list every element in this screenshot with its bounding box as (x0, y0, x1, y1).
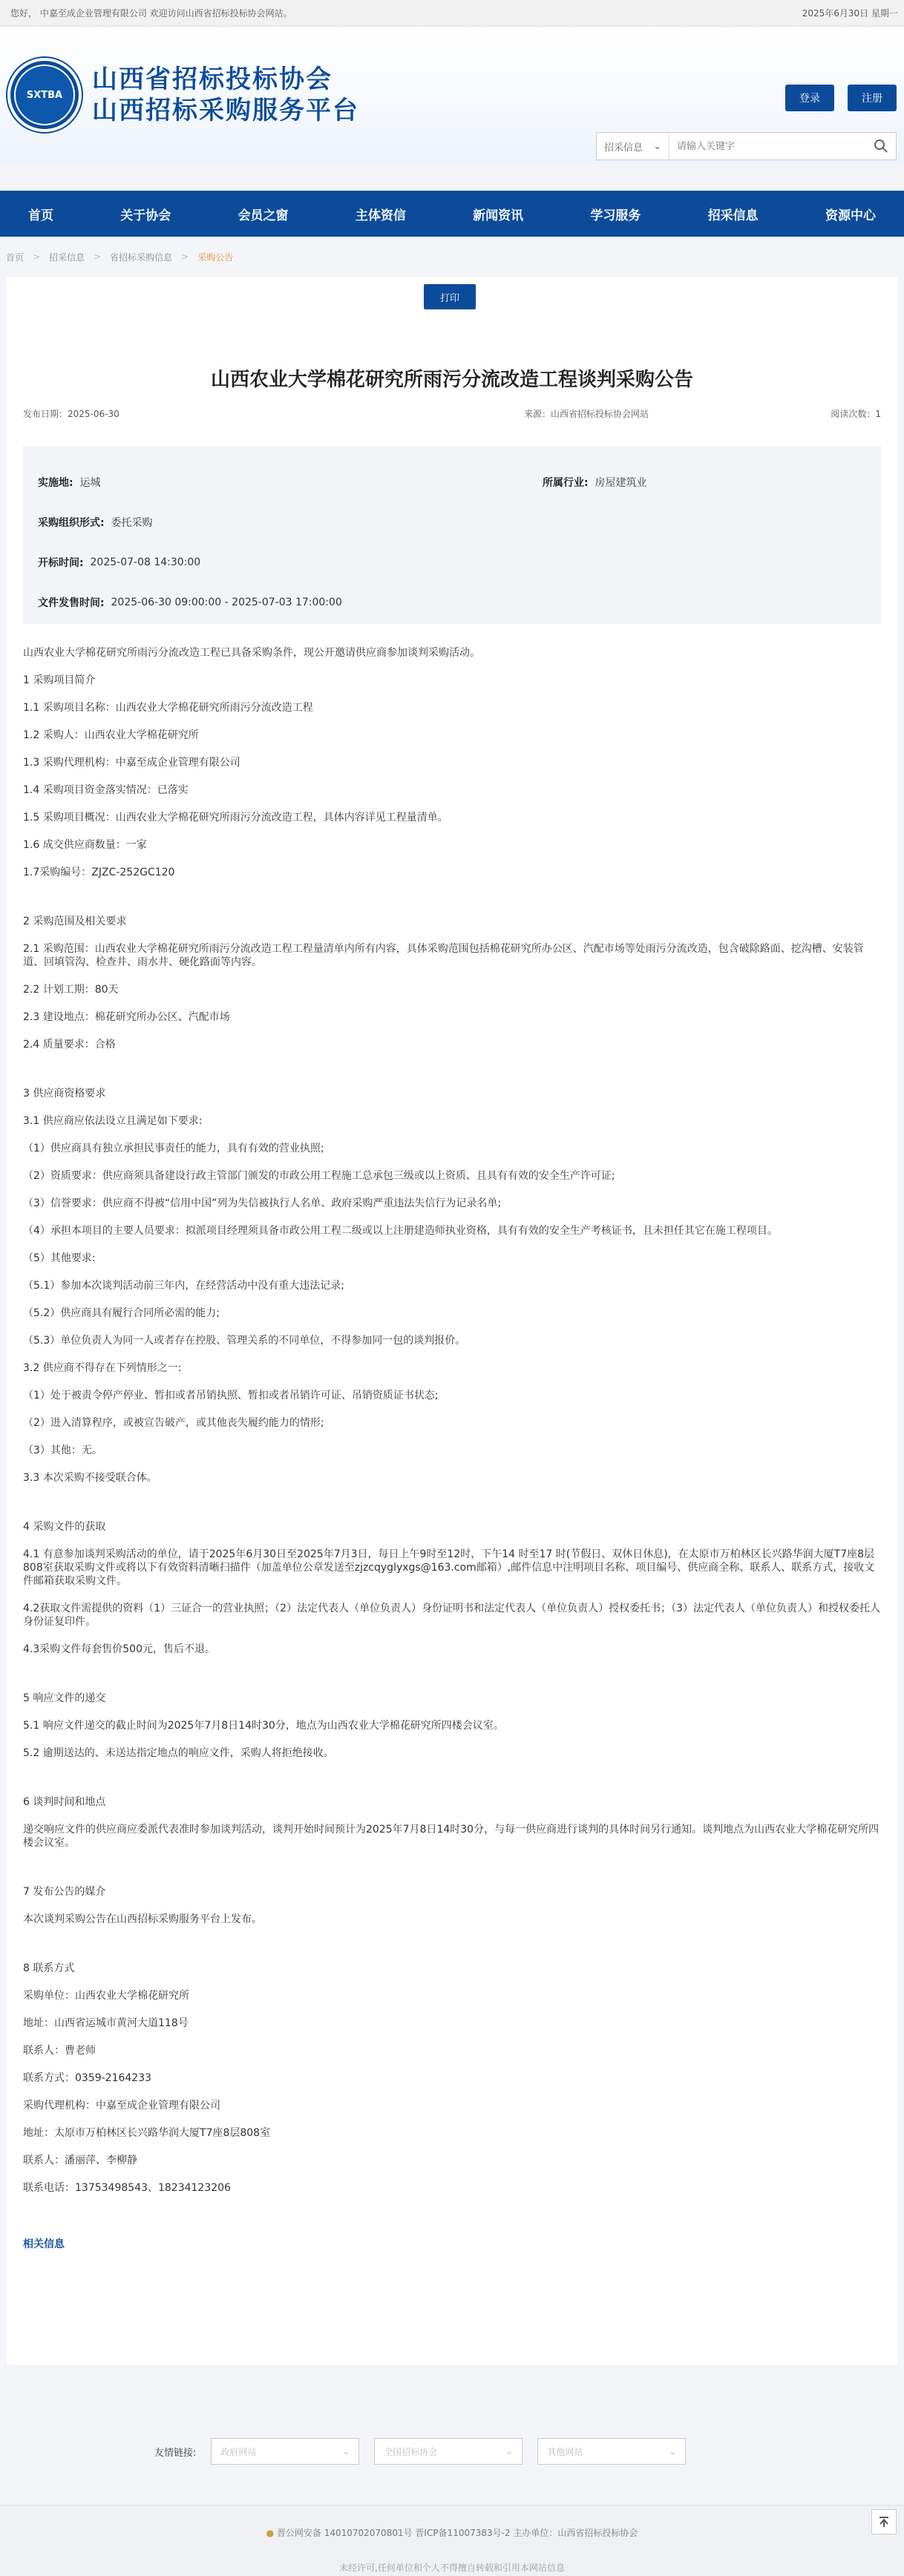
nav-resources[interactable]: 资源中心 (825, 208, 876, 223)
friend-select-3[interactable]: 其他网站 ⌄ (537, 2438, 686, 2465)
logo-title: 山西省招标投标协会 (92, 65, 333, 94)
form-value: 委托采购 (111, 517, 153, 529)
main-nav (0, 191, 904, 237)
search-icon[interactable] (866, 139, 896, 154)
breadcrumb: 首页 > 招采信息 > 省招标采购信息 > 采购公告 (6, 252, 234, 263)
industry-value: 房屋建筑业 (595, 477, 647, 489)
footer-copyright: 未经许可,任何单位和个人不得擅自转载和引用本网站信息 (339, 2563, 565, 2573)
nav-procurement[interactable]: 招采信息 (707, 208, 759, 223)
login-button[interactable]: 登录 (785, 85, 834, 111)
read-count: 阅读次数：1 (831, 409, 881, 419)
article-source: 来源：山西省招标投标协会网站 (524, 409, 649, 419)
date-text: 2025年6月30日 星期一 (802, 8, 898, 19)
breadcrumb-procurement[interactable]: 招采信息 (49, 252, 85, 263)
register-button[interactable]: 注册 (848, 85, 897, 111)
issue-time-value: 2025-06-30 09:00:00 - 2025-07-03 17:00:00 (111, 597, 342, 608)
search-box (596, 132, 897, 160)
nav-credit[interactable]: 主体资信 (355, 208, 406, 223)
footer-record: 晋公网安备 14010702070801号 晋ICP备11007383号-2 主办单位：山西省招标投标协会 (276, 2528, 638, 2538)
print-button[interactable]: 打印 (424, 284, 476, 309)
site-footer (0, 2505, 904, 2576)
search-input[interactable] (669, 133, 866, 160)
back-to-top-icon[interactable] (871, 2509, 897, 2534)
chevron-down-icon: ⌄ (342, 2446, 350, 2457)
logo-emblem-icon: SXTBA (7, 58, 82, 132)
nav-learning[interactable]: 学习服务 (590, 208, 641, 223)
site-header (0, 27, 904, 164)
chevron-down-icon: ⌄ (653, 140, 661, 152)
friend-links-label: 友情链接: (154, 2447, 197, 2459)
breadcrumb-current: 采购公告 (197, 252, 234, 263)
friend-select-2[interactable]: 全国招标协会 ⌄ (374, 2438, 523, 2465)
article-meta (23, 407, 881, 420)
site-logo[interactable] (7, 58, 359, 132)
info-panel: 实施地: 运城 所属行业: 房屋建筑业 采购组织形式: 委托采购 开标时间: 2025-07-08 14:30:00 文件发售时间: 2025-06-30 09:00:00 - 2025-07-03 17:00:00 (23, 446, 881, 624)
article-title: 山西农业大学棉花研究所雨污分流改造工程谈判采购公告 (210, 369, 693, 391)
logo-subtitle: 山西招标采购服务平台 (92, 96, 359, 125)
related-section (7, 2224, 897, 2299)
breadcrumb-province[interactable]: 省招标采购信息 (110, 252, 173, 263)
top-bar (0, 0, 904, 27)
nav-about[interactable]: 关于协会 (120, 208, 171, 223)
article-body: 山西农业大学棉花研究所雨污分流改造工程已具备采购条件，现公开邀请供应商参加谈判采购活动。 1 采购项目简介 1.1 采购项目名称：山西农业大学棉花研究所雨污分流改造工程 1.2 采购人：山西农业大学棉花研究所 1.3 采购代理机构：中嘉至成企业管理有限公司 1.4 采购项目资金落实情况：已落实 1.5 采购项目概况：山西农业大学棉花研究所雨污分流改造工程，具体内容详见工程量清单。 1.6 成交供应商数量：一家 1.7采购编号：ZJZC-252GC120 2 采购范围及相关要求 2.1 采购范围：山西农业大学棉花研究所雨污分流改造工程工程量清单内所有内容，具体采购范围包括棉花研究所办公区、汽配市场等处雨污分流改造，包含破除路面、挖沟槽、安装管道、回填管沟、检查井、雨水井、硬化路面等内容。 2.2 计划工期：80天 2.3 建设地点：棉花研究所办公区、汽配市场 2.4 质量要求：合格 3 供应商资格要求 3.1 供应商应依法设立且满足如下要求: （1）供应商具有独立承担民事责任的能力，具有有效的营业执照; （2）资质要求：供应商须具备建设行政主管部门颁发的市政公用工程施工总承包三级或以上资质、且具有有效的安全生产许可证; （3）信誉要求：供应商不得被“信用中国”列为失信被执行人名单、政府采购严重违法失信行为记录名单; （4）承担本项目的主要人员要求：拟派项目经理须具备市政公用工程二级或以上注册建造师执业资格，具有有效的安全生产考核证书，且未担任其它在施工程项目。 （5）其他要求: （5.1）参加本次谈判活动前三年内，在经营活动中没有重大违法记录; （5.2）供应商具有履行合同所必需的能力; （5.3）单位负责人为同一人或者存在控股、管理关系的不同单位，不得参加同一包的谈判报价。 3.2 供应商不得存在下列情形之一: （1）处于被责令停产停业、暂扣或者吊销执照、暂扣或者吊销许可证、吊销资质证书状态; （2）进入清算程序，或被宣告破产，或其他丧失履约能力的情形; （3）其他：无。 3.3 本次采购不接受联合体。 4 采购文件的获取 4.1 有意参加谈判采购活动的单位，请于2025年6月30日至2025年7月3日，每日上午9时至12时，下午14 时至17 时(节假日、双休日休息)，在太原市万柏林区长兴路华润大厦T7座8层808室获取采购文件或将以下有效资料清晰扫描件（加盖单位公章发送至zjzcqyglyxgs@163.com邮箱）,邮件信息中注明项目名称、项目编号、供应商全称、联系人、联系方式，接收文件邮箱获取采购文件。 4.2获取文件需提供的资料（1）三证合一的营业执照；（2）法定代表人（单位负责人）身份证明书和法定代表人（单位负责人）授权委托书；（3）法定代表人（单位负责人）和授权委托人身份证复印件。 4.3采购文件每套售价500元，售后不退。 5 响应文件的递交 5.1 响应文件递交的截止时间为2025年7月8日14时30分，地点为山西农业大学棉花研究所四楼会议室。 5.2 逾期送达的、未送达指定地点的响应文件，采购人将拒绝接收。 6 谈判时间和地点 递交响应文件的供应商应委派代表准时参加谈判活动，谈判开始时间预计为2025年7月8日14时30分，与每一供应商进行谈判的具体时间另行通知。谈判地点为山西农业大学棉花研究所四楼会议室。 7 发布公告的媒介 本次谈判采购公告在山西招标采购服务平台上发布。 8 联系方式 采购单位：山西农业大学棉花研究所 地址：山西省运城市黄河大道118号 联系人：曹老师 联系方式：0359-2164233 采购代理机构：中嘉至成企业管理有限公司 地址：太原市万柏林区长兴路华润大厦T7座8层808室 联系人：潘丽萍、李柳静 联系电话：13753498543、18234123206 (23, 647, 880, 2194)
friend-links (0, 2434, 904, 2469)
search-category-select[interactable]: 招采信息 ⌄ (597, 133, 669, 160)
publish-date: 发布日期：2025-06-30 (23, 409, 119, 419)
chevron-down-icon: ⌄ (505, 2446, 514, 2457)
friend-select-1[interactable]: 政府网站 ⌄ (211, 2438, 359, 2465)
breadcrumb-home[interactable]: 首页 (6, 252, 24, 263)
article-container (7, 277, 897, 2365)
nav-home[interactable]: 首页 (28, 208, 53, 223)
nav-members[interactable]: 会员之窗 (238, 208, 289, 223)
welcome-text: 您好， 中嘉至成企业管理有限公司 欢迎访问山西省招标投标协会网站。 (10, 8, 292, 19)
police-badge-icon: ● (266, 2528, 275, 2538)
nav-news[interactable]: 新闻资讯 (473, 208, 524, 223)
open-time-value: 2025-07-08 14:30:00 (90, 556, 201, 568)
chevron-down-icon: ⌄ (669, 2446, 677, 2457)
location-value: 运城 (79, 477, 101, 489)
related-title: 相关信息 (23, 2238, 65, 2250)
